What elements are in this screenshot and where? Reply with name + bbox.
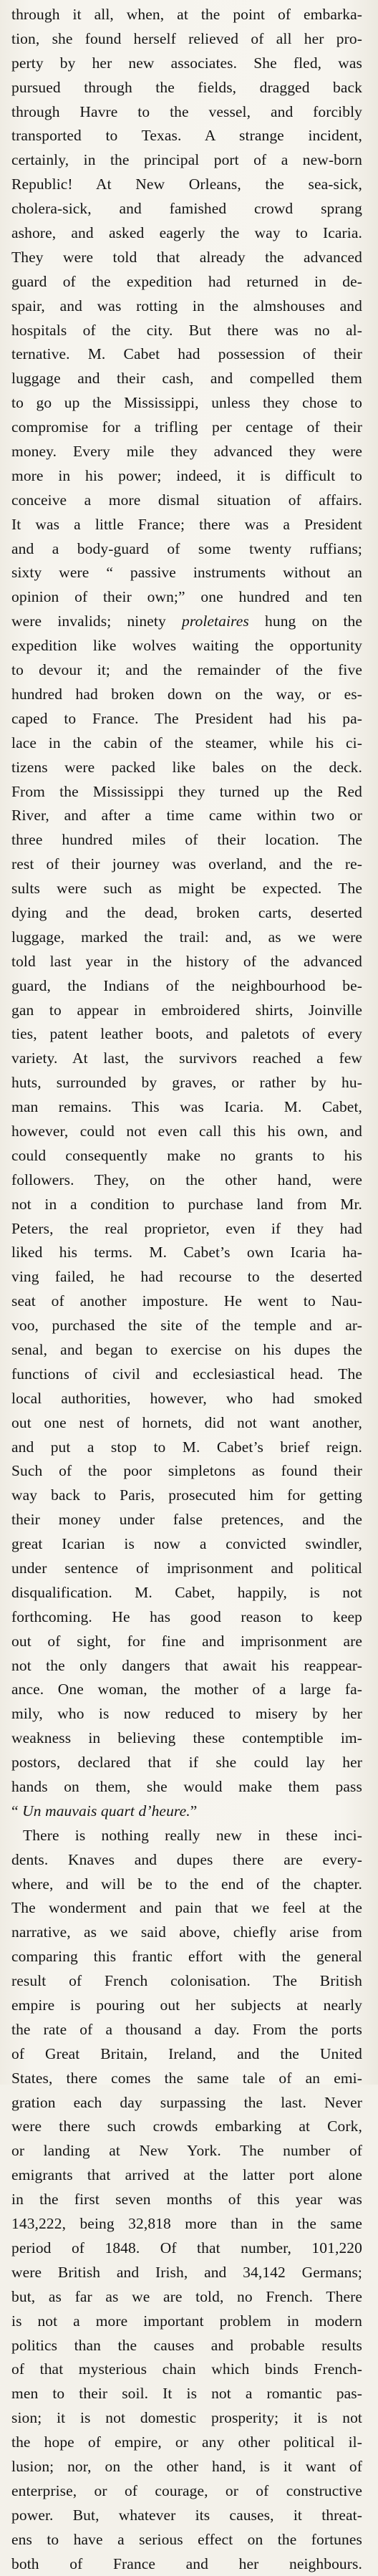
text-line: seat of another imposture. He went to Nau- <box>11 1292 362 1310</box>
text-line: empire is pouring out her subjects at nearly <box>11 1996 362 2014</box>
text-line: disqualification. M. Cabet, happily, is not <box>11 1583 362 1601</box>
text-line: caped to France. The President had his pa- <box>11 709 362 727</box>
text-line: their money under false pretences, and the <box>11 1511 362 1529</box>
text-line: hospitals of the city. But there was no al- <box>11 321 362 339</box>
text-line: and put a stop to M. Cabet’s brief reign. <box>11 1438 362 1456</box>
text-line: River, and after a time came within two or <box>11 807 362 825</box>
text-line: money. Every mile they advanced they were <box>11 443 362 461</box>
text-line: gration each day surpassing the last. Never <box>11 2093 362 2111</box>
text-line: more in his power; indeed, it is difficult to <box>11 466 362 484</box>
text-line: ternative. M. Cabet had possession of their <box>11 345 362 363</box>
text-line: followers. They, on the other hand, were <box>11 1171 362 1188</box>
text-line: weakness in believing these contemptible im- <box>11 1729 362 1747</box>
text-line: functions of civil and ecclesiastical head. The <box>11 1365 362 1383</box>
text-line: compromise for a trifling per centage of their <box>11 418 362 436</box>
text-line: ties, patent leather boots, and paletots of every <box>11 1025 362 1043</box>
text-line: man remains. This was Icaria. M. Cabet, <box>11 1098 362 1116</box>
text-line: period of 1848. Of that number, 101,220 <box>11 2239 362 2257</box>
text-line: The wonderment and pain that we feel at the <box>11 1899 362 1917</box>
text-line: three hundred miles of their location. The <box>11 831 362 849</box>
text-line: guard, the Indians of the neighbourhood be- <box>11 976 362 994</box>
text-line: From the Mississippi they turned up the Red <box>11 782 362 800</box>
text-line: told last year in the history of the advanced <box>11 952 362 970</box>
text-line: tizens were packed like bales on the deck. <box>11 758 362 776</box>
text-line: gan to appear in embroidered shirts, Joinville <box>11 1001 362 1019</box>
text-line: comparing this frantic effort with the general <box>11 1948 362 1966</box>
text-line: pursued through the fields, dragged back <box>11 78 362 96</box>
text-line: liked his terms. M. Cabet’s own Icaria ha- <box>11 1244 362 1261</box>
text-line: not in a condition to purchase land from Mr. <box>11 1195 362 1213</box>
text-line: They were told that already the advanced <box>11 248 362 266</box>
text-line: voo, purchased the site of the temple and ar- <box>11 1317 362 1335</box>
text-line: the rate of a thousand a day. From the ports <box>11 2020 362 2038</box>
text-line: result of French colonisation. The British <box>11 1972 362 1990</box>
text-line: dents. Knaves and dupes there are every- <box>11 1850 362 1868</box>
text-line: huts, surrounded by graves, or rather by hu- <box>11 1074 362 1092</box>
text-line: sults were such as might be expected. The <box>11 880 362 898</box>
text-line: and a body-guard of some twenty ruffians; <box>11 539 362 557</box>
text-line: There is nothing really new in these inci- <box>23 1826 362 1844</box>
text-line: through it all, when, at the point of embarka- <box>11 6 362 23</box>
text-line: 143,222, being 32,818 more than in the same <box>11 2215 362 2233</box>
text-line: tion, she found herself relieved of all her pro- <box>11 29 362 47</box>
text-line: Such of the poor simpletons as found their <box>11 1462 362 1480</box>
text-line: local authorities, however, who had smoked <box>11 1389 362 1407</box>
text-line: but, as far as we are told, no French. There <box>11 2287 362 2305</box>
text-line: sion; it is not domestic prosperity; it is not <box>11 2409 362 2427</box>
text-line: emigrants that arrived at the latter port alone <box>11 2166 362 2184</box>
text-line: ashore, and asked eagerly the way to Icaria. <box>11 224 362 242</box>
text-line: out of sight, for fine and imprisonment are <box>11 1632 362 1650</box>
text-line: cholera-sick, and famished crowd sprang <box>11 200 362 218</box>
text-line: transported to Texas. A strange incident, <box>11 127 362 145</box>
text-line: is not a more important problem in modern <box>11 2312 362 2330</box>
text-line: senal, and began to exercise on his dupes the <box>11 1340 362 1358</box>
text-line: postors, declared that if she could lay her <box>11 1754 362 1772</box>
text-line: way back to Paris, prosecuted him for getting <box>11 1486 362 1504</box>
text-line: dying and the dead, broken carts, deserted <box>11 903 362 921</box>
text-line: perty by her new associates. She fled, was <box>11 54 362 72</box>
text-line: Peters, the real proprietor, even if they had <box>11 1219 362 1237</box>
text-line: It was a little France; there was a President <box>11 515 362 533</box>
text-line: conceive a more dismal situation of affairs. <box>11 491 362 509</box>
text-line: rest of their journey was overland, and the re- <box>11 855 362 873</box>
text-line: of Great Britain, Ireland, and the United <box>11 2044 362 2062</box>
text-line: where, and will be to the end of the chapter. <box>11 1875 362 1893</box>
text-line: sixty were “ passive instruments without an <box>11 564 362 582</box>
text-line: ving failed, he had recourse to the deserted <box>11 1268 362 1286</box>
text-line: narrative, as we said above, chiefly arise from <box>11 1923 362 1941</box>
text-line: out one nest of hornets, did not want another, <box>11 1413 362 1431</box>
text-line: guard of the expedition had returned in de- <box>11 272 362 290</box>
text-line: expedition like wolves waiting the opportunity <box>11 637 362 655</box>
text-line: Republic! At New Orleans, the sea-sick, <box>11 176 362 193</box>
text-line: to go up the Mississippi, unless they chose to <box>11 394 362 412</box>
text-line: were there such crowds embarking at Cork, <box>11 2118 362 2135</box>
text-line: were British and Irish, and 34,142 Germans; <box>11 2263 362 2281</box>
text-line: States, there comes the same tale of an emi- <box>11 2069 362 2087</box>
text-line: luggage and their cash, and compelled them <box>11 370 362 388</box>
text-line: of that mysterious chain which binds French- <box>11 2360 362 2378</box>
text-line: variety. At last, the survivors reached a few <box>11 1049 362 1067</box>
text-line: “ Un mauvais quart d’heure.” <box>11 1802 198 1820</box>
text-line: men to their soil. It is not a romantic pas- <box>11 2385 362 2403</box>
text-line: the hope of empire, or any other political il- <box>11 2433 362 2451</box>
text-line: spair, and was rotting in the almshouses and <box>11 297 362 314</box>
article-body <box>11 3 362 2576</box>
text-line: lusion; nor, on the other hand, is it want of <box>11 2457 362 2475</box>
text-line: not the only dangers that await his reappear- <box>11 1656 362 1674</box>
text-line: luggage, marked the trail: and, as we were <box>11 928 362 946</box>
text-line: in the first seven months of this year was <box>11 2191 362 2209</box>
text-line: politics than the causes and probable results <box>11 2336 362 2354</box>
text-line: mily, who is now reduced to misery by her <box>11 1705 362 1723</box>
text-line: enterprise, or of courage, or of constructive <box>11 2481 362 2499</box>
text-line: through Havre to the vessel, and forcibly <box>11 102 362 120</box>
text-line: opinion of their own;” one hundred and ten <box>11 588 362 606</box>
text-line: could consequently make no grants to his <box>11 1146 362 1164</box>
text-line: or landing at New York. The number of <box>11 2142 362 2160</box>
text-line: however, could not even call this his own, and <box>11 1122 362 1140</box>
text-line: ens to have a serious effect on the fortunes <box>11 2530 362 2548</box>
text-line: hundred had broken down on the way, or es- <box>11 685 362 703</box>
text-line: hands on them, she would make them pass <box>11 1778 362 1796</box>
text-line: under sentence of imprisonment and political <box>11 1559 362 1577</box>
text-line: power. But, whatever its causes, it threat- <box>11 2506 362 2524</box>
text-line: forthcoming. He has good reason to keep <box>11 1607 362 1625</box>
text-line: both of France and her neighbours. <box>11 2555 362 2572</box>
text-line: to devour it; and the remainder of the five <box>11 661 362 679</box>
text-line: lace in the cabin of the steamer, while his ci- <box>11 734 362 751</box>
text-line: ance. One woman, the mother of a large fa- <box>11 1681 362 1698</box>
text-line: certainly, in the principal port of a new-born <box>11 151 362 169</box>
text-line: great Icarian is now a convicted swindler, <box>11 1535 362 1553</box>
text-line: were invalids; ninety proletaires hung on the <box>11 612 362 630</box>
